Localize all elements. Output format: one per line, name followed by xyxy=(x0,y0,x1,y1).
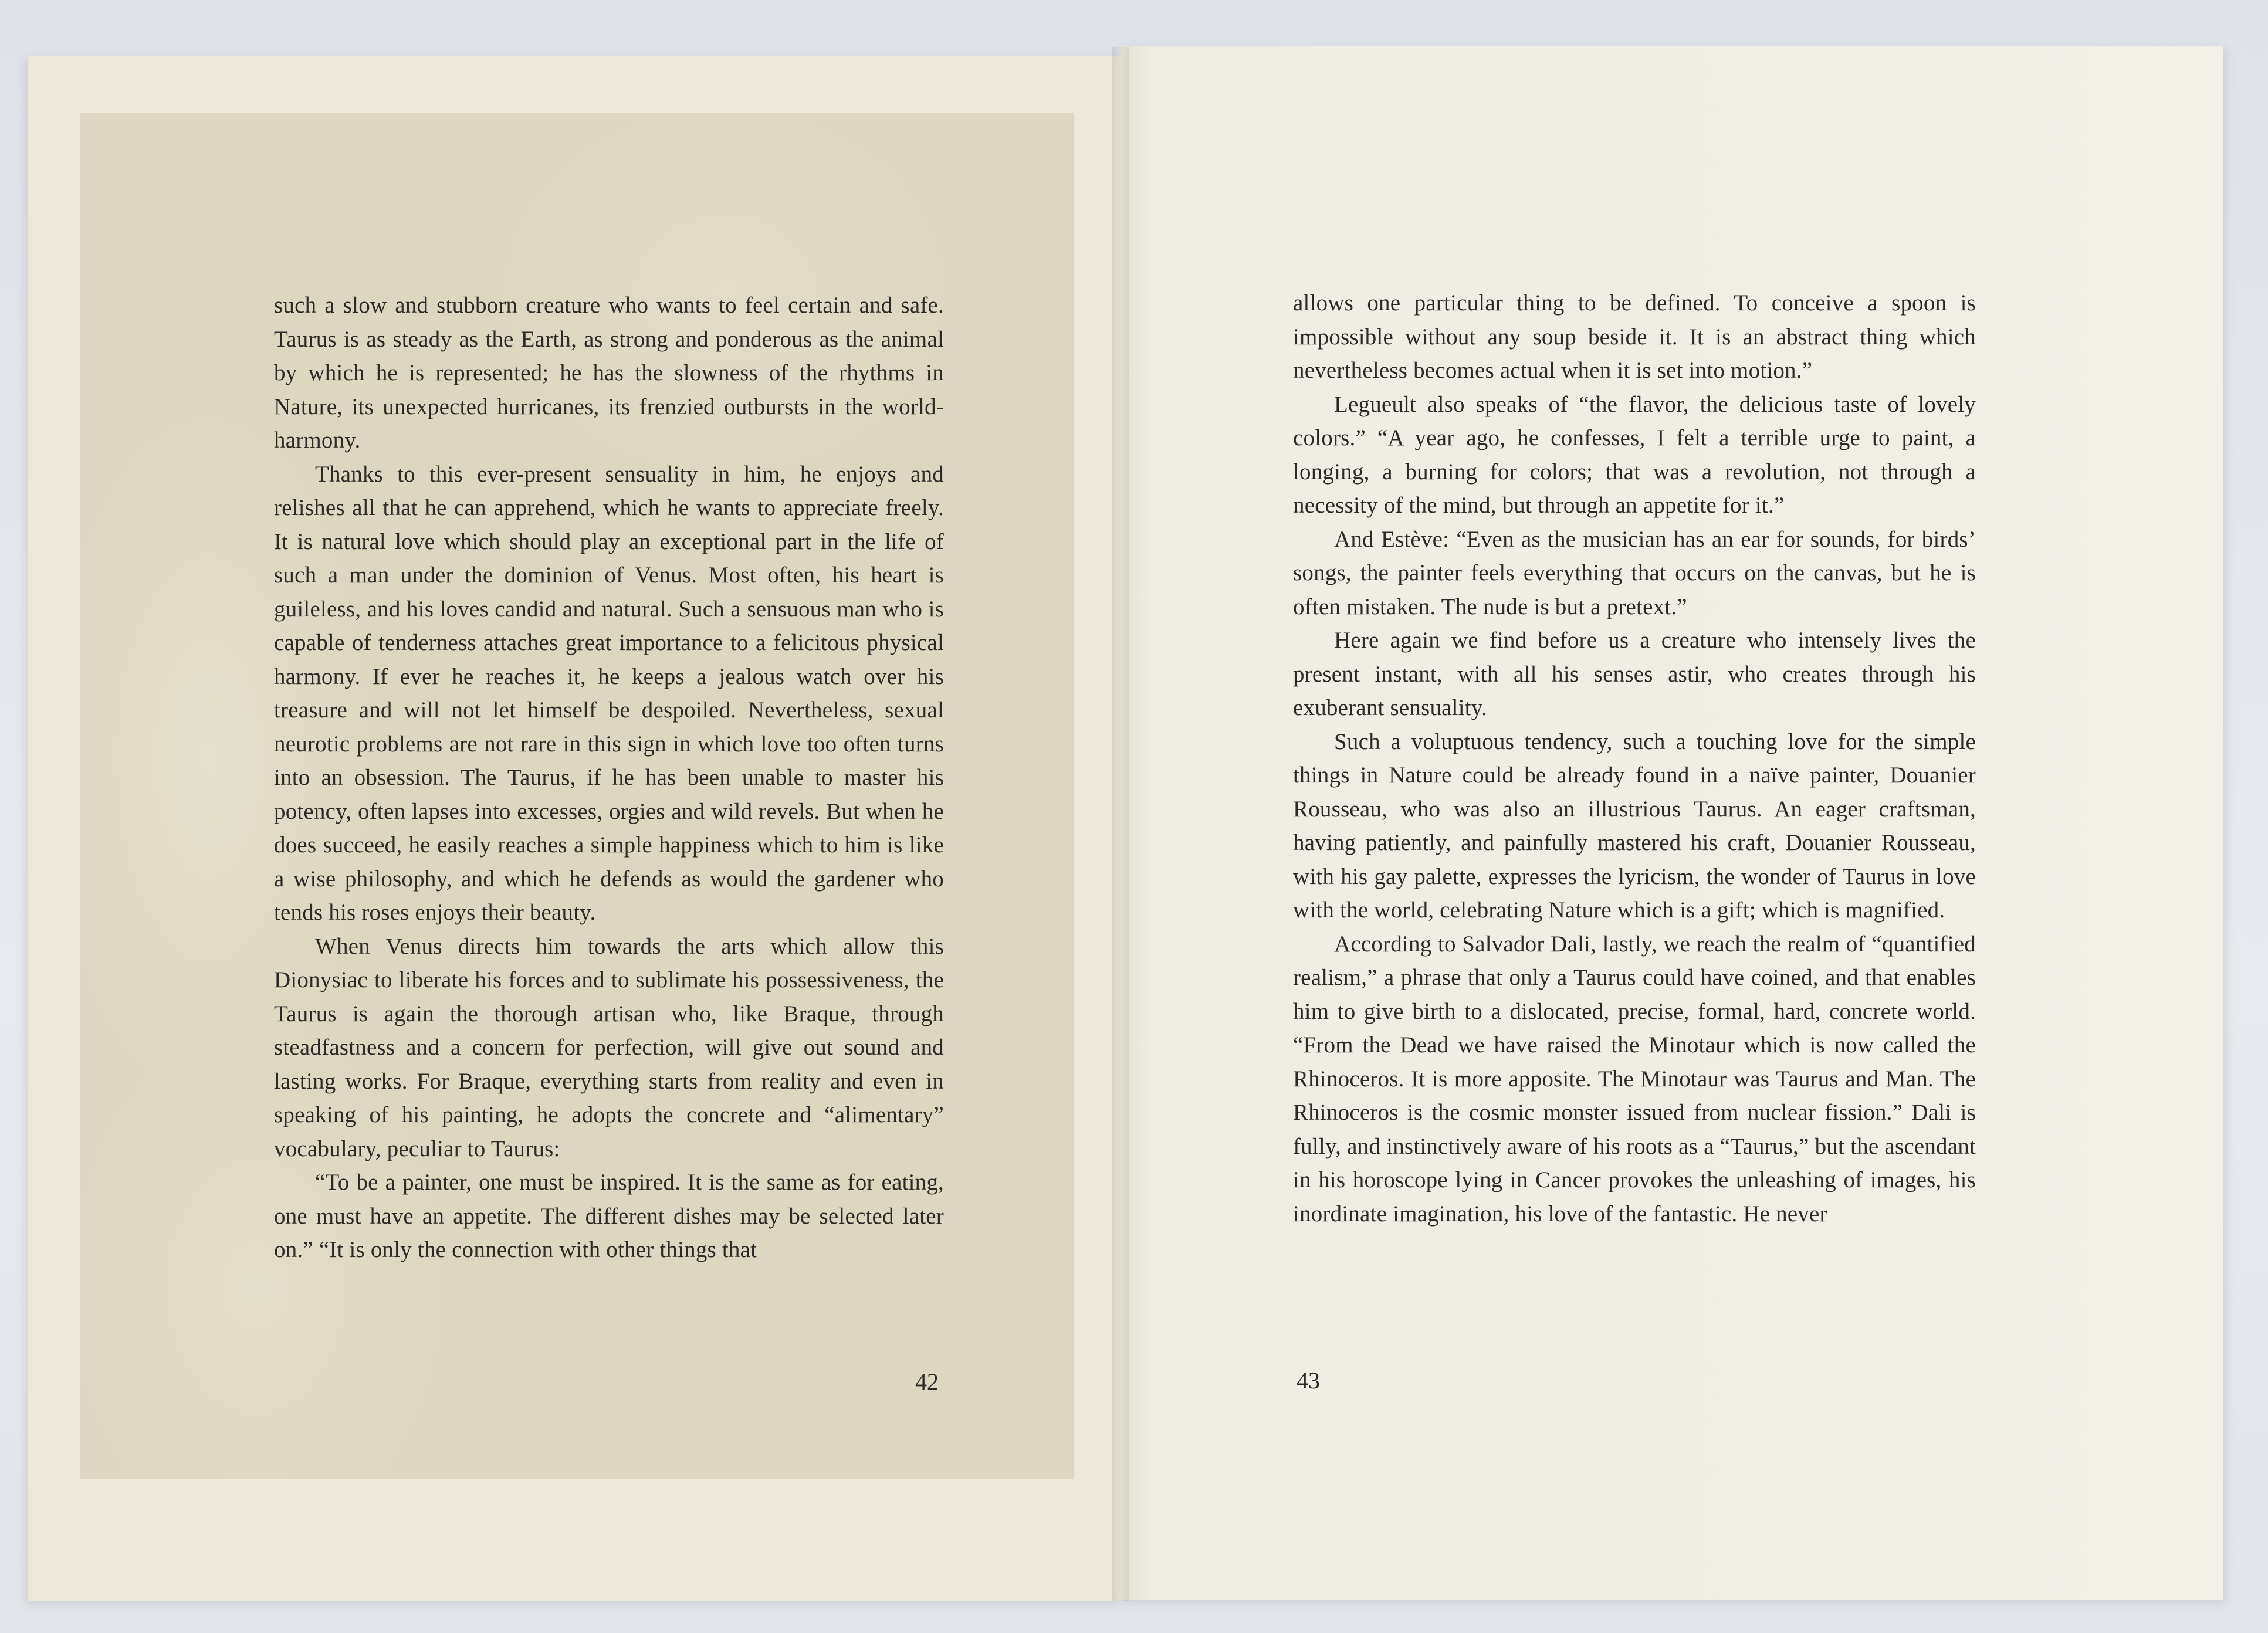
paragraph: Thanks to this ever-present sensuality in him, he enjoys and relishes all that he can apprehend, which he wants to appreciate freely. It is natural love which should play an exceptional part in the life of such a man under the dominion of Venus. Most often, his heart is guileless, and his loves candid and natural. Such a sensuous man who is capable of tenderness attaches great importance to a felicitous physical harmony. If ever he reaches it, he keeps a jealous watch over his treasure and will not let himself be despoiled. Nevertheless, sexual neurotic problems are not rare in this sign in which love too often turns into an obsession. The Taurus, if he has been unable to master his potency, often lapses into excesses, orgies and wild revels. But when he does succeed, he easily reaches a simple happiness which to him is like a wise philosophy, and which he defends as would the gardener who tends his roses enjoys their beauty. xyxy=(274,461,944,925)
page-number-right: 43 xyxy=(1297,1367,1320,1394)
paragraph: such a slow and stubborn creature who wants to feel certain and safe. Taurus is as steady as the Earth, as strong and ponderous as the animal by which he is represented; he has the slowness of the rhythms in Nature, its unexpected hurricanes, its frenzied outbursts in the world-harmony. xyxy=(274,293,944,453)
paragraph: Legueult also speaks of “the flavor, the delicious taste of lovely colors.” “A year ago, he confesses, I felt a terrible urge to paint, a longing, a burning for colors; that was a revolution, not through a necessity of the mind, but through an appetite for it.” xyxy=(1293,391,1976,518)
paragraph: According to Salvador Dali, lastly, we reach the realm of “quantified realism,” a phrase that only a Taurus could have coined, and that enables him to give birth to a dislocated, precise, formal, hard, concrete world. “From the Dead we have raised the Minotaur which is now called the Rhinoceros. It is more apposite. The Minotaur was Taurus and Man. The Rhinoceros is the cosmic monster issued from nuclear fission.” Dali is fully, and instinctively aware of his roots as a “Taurus,” but the ascendant in his horoscope lying in Cancer provokes the unleashing of images, his inordinate imagination, his love of the fantastic. He never xyxy=(1293,931,1976,1227)
left-page-text xyxy=(274,289,944,1267)
paragraph: Here again we find before us a creature who intensely lives the present instant, with all his senses astir, who creates through his exuberant sensuality. xyxy=(1293,628,1976,720)
book-gutter xyxy=(1112,47,1129,1601)
paragraph: “To be a painter, one must be inspired. It is the same as for eating, one must have an appetite. The different dishes may be selected later on.” “It is only the connection with other things that xyxy=(274,1170,944,1262)
paragraph: And Estève: “Even as the musician has an ear for sounds, for birds’ songs, the painter feels everything that occurs on the canvas, but he is often mistaken. The nude is but a pretext.” xyxy=(1293,526,1976,619)
paragraph: Such a voluptuous tendency, such a touching love for the simple things in Nature could be already found in a naïve painter, Douanier Rousseau, who was also an illustrious Taurus. An eager craftsman, having patiently, and painfully mastered his craft, Douanier Rousseau, with his gay palette, expresses the lyricism, the wonder of Taurus in love with the world, celebrating Nature which is a gift; which is magnified. xyxy=(1293,729,1976,923)
paragraph: When Venus directs him towards the arts which allow this Dionysiac to liberate his forces and to sublimate his possessiveness, the Taurus is again the thorough artisan who, like Braque, through steadfastness and a concern for perfection, will give out sound and lasting works. For Braque, everything starts from reality and even in speaking of his painting, he adopts the concrete and “alimentary” vocabulary, peculiar to Taurus: xyxy=(274,933,944,1161)
page-number-left: 42 xyxy=(915,1368,939,1395)
right-page-text xyxy=(1293,286,1976,1231)
paragraph: allows one particular thing to be defined. To conceive a spoon is impossible without any soup beside it. It is an abstract thing which nevertheless becomes actual when it is set into motion.” xyxy=(1293,290,1976,383)
